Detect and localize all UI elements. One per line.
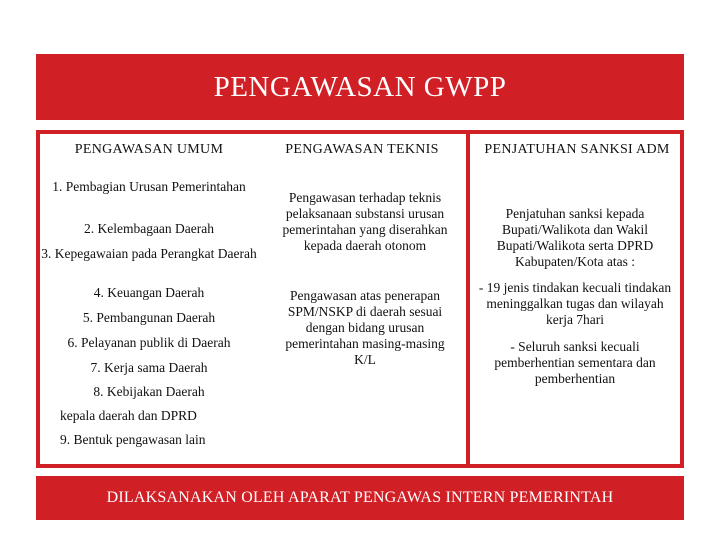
list-item: 1. Pembagian Urusan Pemerintahan bbox=[52, 179, 246, 194]
column-heading-umum: PENGAWASAN UMUM bbox=[74, 142, 224, 157]
footer-banner: DILAKSANAKAN OLEH APARAT PENGAWAS INTERN PEMERINTAH bbox=[36, 476, 684, 520]
list-item: 3. Kepegawaian pada Perangkat Daerah bbox=[41, 246, 257, 261]
list-item: 7. Kerja sama Daerah bbox=[90, 360, 208, 375]
paragraph: Pengawasan atas penerapan SPM/NSKP di daerah sesuai dengan bidang urusan pemerintahan masing-masing K/L bbox=[285, 288, 445, 367]
column-heading-sanksi: PENJATUHAN SANKSI ADM bbox=[484, 142, 670, 157]
list-item: 8. Kebijakan Daerah bbox=[93, 384, 205, 399]
list-item: kepala daerah dan DPRD bbox=[60, 408, 197, 423]
column-pengawasan-teknis bbox=[258, 134, 466, 464]
paragraph: Pengawasan terhadap teknis pelaksanaan substansi urusan pemerintahan yang diserahkan kepada daerah otonom bbox=[282, 190, 448, 253]
list-item: 9. Bentuk pengawasan lain bbox=[60, 432, 206, 447]
content-panel bbox=[36, 130, 684, 468]
list-item: 6. Pelayanan publik di Daerah bbox=[67, 335, 231, 350]
column-penjatuhan-sanksi bbox=[466, 134, 680, 464]
content-panel-inner bbox=[40, 134, 680, 464]
list-item: 2. Kelembagaan Daerah bbox=[83, 221, 215, 236]
slide-title: PENGAWASAN GWPP bbox=[36, 54, 684, 120]
paragraph: Penjatuhan sanksi kepada Bupati/Walikota dan Wakil Bupati/Walikota serta DPRD Kabupaten/Kota atas : bbox=[496, 206, 654, 269]
list-item: 4. Keuangan Daerah bbox=[93, 285, 205, 300]
paragraph: - 19 jenis tindakan kecuali tindakan meninggalkan tugas dan wilayah kerja 7hari bbox=[478, 280, 672, 327]
paragraph: - Seluruh sanksi kecuali pemberhentian sementara dan pemberhentian bbox=[494, 339, 656, 386]
column-heading-teknis: PENGAWASAN TEKNIS bbox=[285, 142, 439, 157]
list-item: 5. Pembangunan Daerah bbox=[82, 310, 216, 325]
